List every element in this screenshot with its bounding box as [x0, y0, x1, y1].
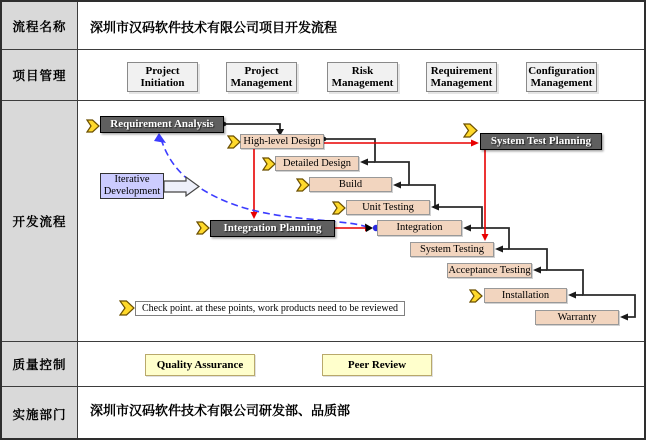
flow-box-unit-testing: Unit Testing [346, 200, 430, 215]
pm-box-risk-management: Risk Management [327, 62, 398, 92]
row-label-department: 实施部门 [2, 387, 78, 440]
flow-box-integration: Integration [377, 220, 462, 236]
checkpoint-note: Check point. at these points, work products need to be reviewed [135, 301, 405, 316]
flow-box-acceptance-testing: Acceptance Testing [447, 263, 532, 278]
row-project-management [2, 50, 644, 101]
flow-box-iterative-development: Iterative Development [100, 173, 164, 199]
quality-box-quality-assurance: Quality Assurance [145, 354, 255, 376]
flow-box-high-level-design: High-level Design [240, 134, 324, 149]
department-value: 深圳市汉码软件技术有限公司研发部、品质部 [90, 404, 351, 419]
pm-box-requirement-management: Requirement Management [426, 62, 497, 92]
flow-box-requirement-analysis: Requirement Analysis [100, 116, 224, 133]
flow-box-system-testing: System Testing [410, 242, 494, 257]
flow-box-installation: Installation [484, 288, 567, 303]
flow-box-system-test-planning: System Test Planning [480, 133, 602, 150]
flow-box-detailed-design: Detailed Design [275, 156, 359, 171]
pm-box-project-management: Project Management [226, 62, 297, 92]
flow-box-integration-planning: Integration Planning [210, 220, 335, 237]
row-label-project-management: 项目管理 [2, 50, 78, 100]
row-department [2, 387, 644, 440]
flow-box-warranty: Warranty [535, 310, 619, 325]
row-label-quality-control: 质量控制 [2, 342, 78, 386]
row-label-process-name: 流程名称 [2, 2, 78, 49]
row-process-name [2, 2, 644, 50]
pm-box-project-initiation: Project Initiation [127, 62, 198, 92]
process-title: 深圳市汉码软件技术有限公司项目开发流程 [90, 21, 338, 36]
flow-box-build: Build [309, 177, 392, 192]
row-label-development-flow: 开发流程 [2, 101, 78, 341]
quality-box-peer-review: Peer Review [322, 354, 432, 376]
row-quality-control [2, 342, 644, 387]
pm-box-configuration-management: Configuration Management [526, 62, 597, 92]
